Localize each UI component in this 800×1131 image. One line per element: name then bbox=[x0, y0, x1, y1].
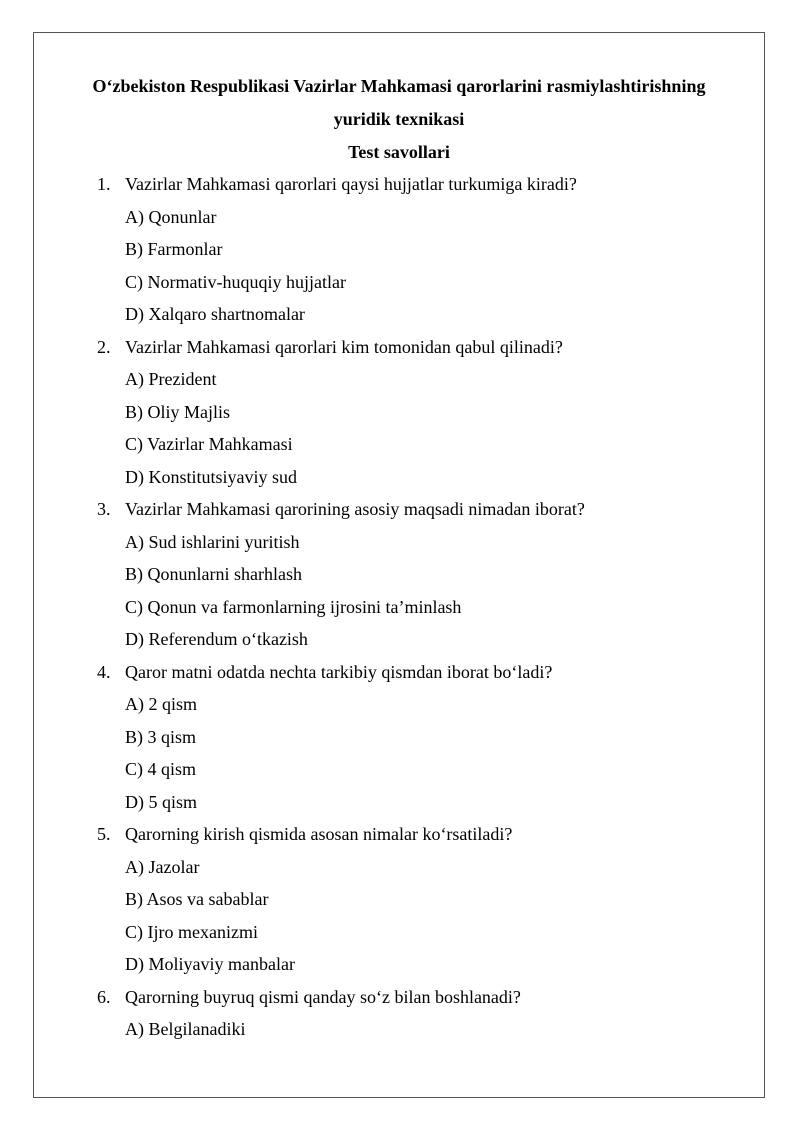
option-b: B) Farmonlar bbox=[125, 239, 223, 259]
question-row bbox=[0, 168, 800, 201]
question-number: 4. bbox=[97, 661, 111, 682]
answer-option bbox=[0, 753, 800, 786]
answer-option bbox=[0, 851, 800, 884]
answer-option bbox=[0, 363, 800, 396]
option-b: B) Qonunlarni sharhlash bbox=[125, 564, 302, 584]
question-list bbox=[0, 168, 800, 1046]
option-d: D) Referendum o‘tkazish bbox=[125, 629, 308, 649]
answer-option bbox=[0, 298, 800, 331]
answer-option bbox=[0, 233, 800, 266]
answer-option bbox=[0, 1013, 800, 1046]
question-row bbox=[0, 493, 800, 526]
answer-option bbox=[0, 623, 800, 656]
option-a: A) Prezident bbox=[125, 369, 217, 389]
question-text: Vazirlar Mahkamasi qarorlari qaysi hujjatlar turkumiga kiradi? bbox=[125, 174, 577, 194]
answer-option bbox=[0, 916, 800, 949]
answer-option bbox=[0, 721, 800, 754]
question-text: Qarorning kirish qismida asosan nimalar ko‘rsatiladi? bbox=[125, 824, 513, 844]
option-c: C) Qonun va farmonlarning ijrosini ta’minlash bbox=[125, 596, 462, 617]
answer-option bbox=[0, 461, 800, 494]
answer-option bbox=[0, 396, 800, 429]
question-text: Vazirlar Mahkamasi qarorining asosiy maqsadi nimadan iborat? bbox=[125, 499, 585, 519]
option-c: C) 4 qism bbox=[125, 759, 197, 779]
answer-option bbox=[0, 428, 800, 461]
question-number: 5. bbox=[97, 824, 111, 844]
question-row bbox=[0, 981, 800, 1014]
option-d: D) Xalqaro shartnomalar bbox=[125, 304, 305, 324]
option-a: A) Jazolar bbox=[125, 856, 200, 877]
option-c: C) Vazirlar Mahkamasi bbox=[125, 434, 293, 454]
question-row bbox=[0, 818, 800, 851]
question-1 bbox=[0, 168, 800, 331]
answer-option bbox=[0, 266, 800, 299]
option-b: B) Oliy Majlis bbox=[125, 401, 231, 422]
option-a: A) Qonunlar bbox=[125, 206, 217, 227]
question-row bbox=[0, 331, 800, 364]
question-6 bbox=[0, 981, 800, 1046]
option-d: D) Konstitutsiyaviy sud bbox=[125, 466, 298, 487]
question-row bbox=[0, 656, 800, 689]
option-a: A) Belgilanadiki bbox=[125, 1019, 246, 1039]
answer-option bbox=[0, 558, 800, 591]
option-b: B) Asos va sabablar bbox=[125, 889, 269, 909]
answer-option bbox=[0, 591, 800, 624]
option-a: A) 2 qism bbox=[125, 694, 197, 714]
answer-option bbox=[0, 883, 800, 916]
option-d: D) 5 qism bbox=[125, 791, 197, 812]
question-5 bbox=[0, 818, 800, 981]
question-text: Qarorning buyruq qismi qanday so‘z bilan boshlanadi? bbox=[125, 986, 521, 1007]
question-3 bbox=[0, 493, 800, 656]
question-number: 1. bbox=[97, 174, 111, 194]
document-title bbox=[33, 70, 765, 169]
question-number: 3. bbox=[97, 499, 111, 519]
option-c: C) Ijro mexanizmi bbox=[125, 921, 258, 942]
title-line-2: yuridik texnikasi bbox=[333, 109, 465, 129]
option-d: D) Moliyaviy manbalar bbox=[125, 954, 295, 974]
option-b: B) 3 qism bbox=[125, 726, 197, 747]
option-a: A) Sud ishlarini yuritish bbox=[125, 531, 300, 552]
question-text: Qaror matni odatda nechta tarkibiy qismdan iborat bo‘ladi? bbox=[125, 661, 553, 682]
question-text: Vazirlar Mahkamasi qarorlari kim tomonidan qabul qilinadi? bbox=[125, 336, 563, 357]
question-2 bbox=[0, 331, 800, 494]
answer-option bbox=[0, 688, 800, 721]
title-line-1: O‘zbekiston Respublikasi Vazirlar Mahkamasi qarorlarini rasmiylashtirishning bbox=[92, 76, 706, 96]
answer-option bbox=[0, 948, 800, 981]
question-number: 2. bbox=[97, 336, 111, 357]
option-c: C) Normativ-huquqiy hujjatlar bbox=[125, 271, 346, 292]
subtitle: Test savollari bbox=[348, 142, 450, 162]
answer-option bbox=[0, 786, 800, 819]
question-4 bbox=[0, 656, 800, 819]
answer-option bbox=[0, 201, 800, 234]
question-number: 6. bbox=[97, 986, 111, 1007]
answer-option bbox=[0, 526, 800, 559]
